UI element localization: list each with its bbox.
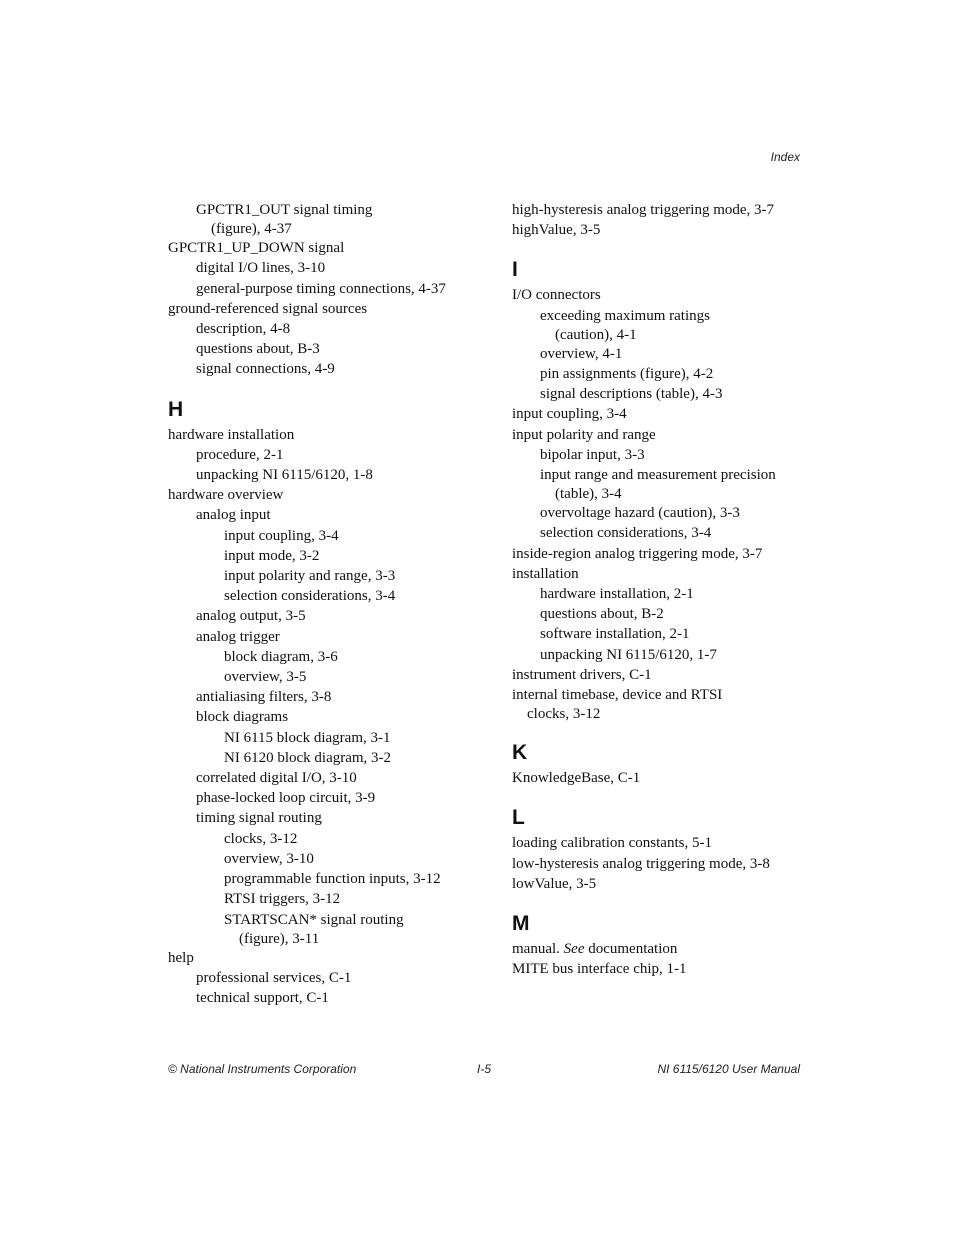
index-entry [168, 425, 488, 445]
index-entry [512, 306, 812, 344]
index-entry [512, 364, 812, 384]
index-letter-heading: I [512, 258, 518, 282]
index-entry [168, 238, 488, 258]
index-entry [168, 526, 488, 546]
index-entry [168, 948, 488, 968]
index-entry-text: inside-region analog triggering mode, 3-7 [512, 545, 763, 562]
index-entry [168, 566, 488, 586]
index-entry [168, 968, 488, 988]
index-entry [512, 384, 812, 404]
index-entry [168, 728, 488, 748]
index-entry [168, 647, 488, 667]
index-entry-text: input coupling, 3-4 [512, 406, 627, 423]
index-entry-text: hardware installation, 2-1 [540, 586, 694, 603]
index-entry-text: help [168, 949, 194, 966]
index-entry-text: signal connections, 4-9 [196, 361, 335, 378]
footer-copyright: © National Instruments Corporation [168, 1062, 357, 1076]
index-entry [512, 503, 812, 523]
index-entry-text: manual. [512, 941, 564, 958]
index-letter-heading: K [512, 741, 528, 765]
index-entry-text: instrument drivers, C-1 [512, 666, 652, 683]
index-entry [168, 299, 488, 319]
index-entry [512, 445, 812, 465]
index-entry-text: GPCTR1_UP_DOWN signal [168, 240, 345, 257]
index-entry [512, 768, 812, 788]
index-entry [168, 768, 488, 788]
index-entry-text: description, 4-8 [196, 321, 291, 338]
index-entry-text: loading calibration constants, 5-1 [512, 835, 712, 852]
index-entry-text: KnowledgeBase, C-1 [512, 770, 641, 787]
index-entry-text: input range and measurement precision [540, 467, 776, 484]
index-entry-text: block diagram, 3-6 [224, 648, 338, 665]
index-entry [512, 854, 812, 874]
index-entry-text: bipolar input, 3-3 [540, 446, 645, 463]
index-entry [168, 258, 488, 278]
index-entry-text: input polarity and range, 3-3 [224, 568, 396, 585]
index-entry-text: See [563, 941, 585, 958]
index-entry-continuation: (caution), 4-1 [555, 326, 637, 343]
index-entry [512, 200, 812, 220]
index-entry-text: general-purpose timing connections, 4-37 [196, 280, 446, 297]
index-entry-text: RTSI triggers, 3-12 [224, 891, 341, 908]
index-entry-text: input coupling, 3-4 [224, 527, 339, 544]
index-letter-heading: M [512, 912, 530, 936]
index-entry-text: software installation, 2-1 [540, 626, 690, 643]
index-entry [168, 829, 488, 849]
index-entry-text: technical support, C-1 [196, 990, 329, 1007]
index-entry-text: overview, 3-10 [224, 850, 314, 867]
index-entry-text: timing signal routing [196, 810, 322, 827]
index-entry [168, 788, 488, 808]
index-entry [512, 285, 812, 305]
index-entry [512, 645, 812, 665]
index-entry-text: overvoltage hazard (caution), 3-3 [540, 505, 740, 522]
index-entry-text: signal descriptions (table), 4-3 [540, 386, 723, 403]
index-entry-text: programmable function inputs, 3-12 [224, 871, 441, 888]
index-entry [512, 544, 812, 564]
index-entry-text: pin assignments (figure), 4-2 [540, 366, 714, 383]
index-entry-text: procedure, 2-1 [196, 446, 284, 463]
index-entry [512, 874, 812, 894]
index-entry [168, 546, 488, 566]
index-entry [512, 465, 812, 503]
index-entry [512, 425, 812, 445]
index-entry-text: correlated digital I/O, 3-10 [196, 770, 357, 787]
index-entry [512, 665, 812, 685]
index-entry-text: analog output, 3-5 [196, 608, 306, 625]
index-entry-text: digital I/O lines, 3-10 [196, 260, 326, 277]
index-entry-continuation: (table), 3-4 [555, 486, 622, 503]
index-entry-text: analog input [196, 507, 271, 524]
index-entry-text: questions about, B-2 [540, 606, 664, 623]
index-entry [168, 339, 488, 359]
index-entry [168, 445, 488, 465]
index-entry-text: overview, 4-1 [540, 345, 623, 362]
index-entry-text: antialiasing filters, 3-8 [196, 689, 332, 706]
index-entry [168, 889, 488, 909]
index-entry-text: NI 6115 block diagram, 3-1 [224, 729, 391, 746]
index-entry [168, 465, 488, 485]
index-column-right [512, 200, 812, 979]
index-letter-heading: L [512, 806, 525, 830]
index-entry-text: professional services, C-1 [196, 969, 352, 986]
index-entry-text: overview, 3-5 [224, 669, 307, 686]
index-entry-text: high-hysteresis analog triggering mode, 3-7 [512, 202, 775, 218]
index-letter-heading: H [168, 397, 184, 421]
index-entry [512, 523, 812, 543]
index-entry [168, 586, 488, 606]
index-entry-text: unpacking NI 6115/6120, 1-7 [540, 646, 717, 663]
index-entry [512, 344, 812, 364]
index-entry-text: input polarity and range [512, 426, 656, 443]
index-entry [512, 685, 812, 723]
index-entry [168, 606, 488, 626]
index-entry [168, 849, 488, 869]
index-entry-text: hardware overview [168, 487, 284, 504]
index-entry-text: highValue, 3-5 [512, 222, 601, 239]
index-entry [512, 564, 812, 584]
index-entry [168, 687, 488, 707]
index-entry-text: I/O connectors [512, 287, 601, 304]
index-entry-text: selection considerations, 3-4 [224, 588, 396, 605]
index-entry [168, 910, 488, 948]
index-entry-text: hardware installation [168, 426, 295, 443]
index-entry [168, 748, 488, 768]
index-entry-text: documentation [584, 941, 678, 958]
index-entry [168, 505, 488, 525]
index-entry-continuation: (figure), 3-11 [239, 930, 320, 947]
index-entry-text: unpacking NI 6115/6120, 1-8 [196, 467, 373, 484]
footer-manual-title: NI 6115/6120 User Manual [657, 1062, 800, 1076]
index-entry [512, 833, 812, 853]
index-entry-text: lowValue, 3-5 [512, 875, 597, 892]
index-entry [512, 604, 812, 624]
index-entry [168, 869, 488, 889]
running-header: Index [770, 150, 800, 164]
index-entry-text: internal timebase, device and RTSI [512, 687, 723, 704]
index-entry-continuation: (figure), 4-37 [211, 221, 292, 238]
index-entry-text: low-hysteresis analog triggering mode, 3-8 [512, 855, 770, 872]
index-entry-text: analog trigger [196, 628, 280, 645]
index-entry [168, 707, 488, 727]
index-entry-text: exceeding maximum ratings [540, 307, 710, 324]
index-entry [512, 220, 812, 240]
index-entry [512, 584, 812, 604]
index-entry-text: input mode, 3-2 [224, 547, 320, 564]
index-entry [512, 624, 812, 644]
index-entry-continuation: clocks, 3-12 [527, 706, 601, 723]
index-entry [168, 485, 488, 505]
index-entry-text: ground-referenced signal sources [168, 300, 368, 317]
index-entry-text: STARTSCAN* signal routing [224, 911, 404, 928]
index-entry [168, 319, 488, 339]
index-entry-text: selection considerations, 3-4 [540, 525, 712, 542]
index-entry [168, 200, 488, 238]
index-entry-text: installation [512, 565, 579, 582]
index-entry [168, 808, 488, 828]
index-entry [168, 359, 488, 379]
index-entry [512, 939, 812, 959]
index-entry [512, 404, 812, 424]
index-entry [168, 279, 488, 299]
index-entry-text: block diagrams [196, 709, 289, 726]
index-entry-text: GPCTR1_OUT signal timing [196, 202, 373, 218]
index-entry [168, 627, 488, 647]
index-entry-text: questions about, B-3 [196, 341, 320, 358]
footer-page-number: I-5 [477, 1062, 492, 1076]
index-entry-text: clocks, 3-12 [224, 830, 298, 847]
index-entry [168, 988, 488, 1008]
index-entry-text: MITE bus interface chip, 1-1 [512, 961, 687, 978]
index-entry-text: phase-locked loop circuit, 3-9 [196, 790, 376, 807]
index-column-left [168, 200, 488, 1008]
index-entry [168, 667, 488, 687]
index-entry-text: NI 6120 block diagram, 3-2 [224, 749, 392, 766]
index-entry [512, 959, 812, 979]
